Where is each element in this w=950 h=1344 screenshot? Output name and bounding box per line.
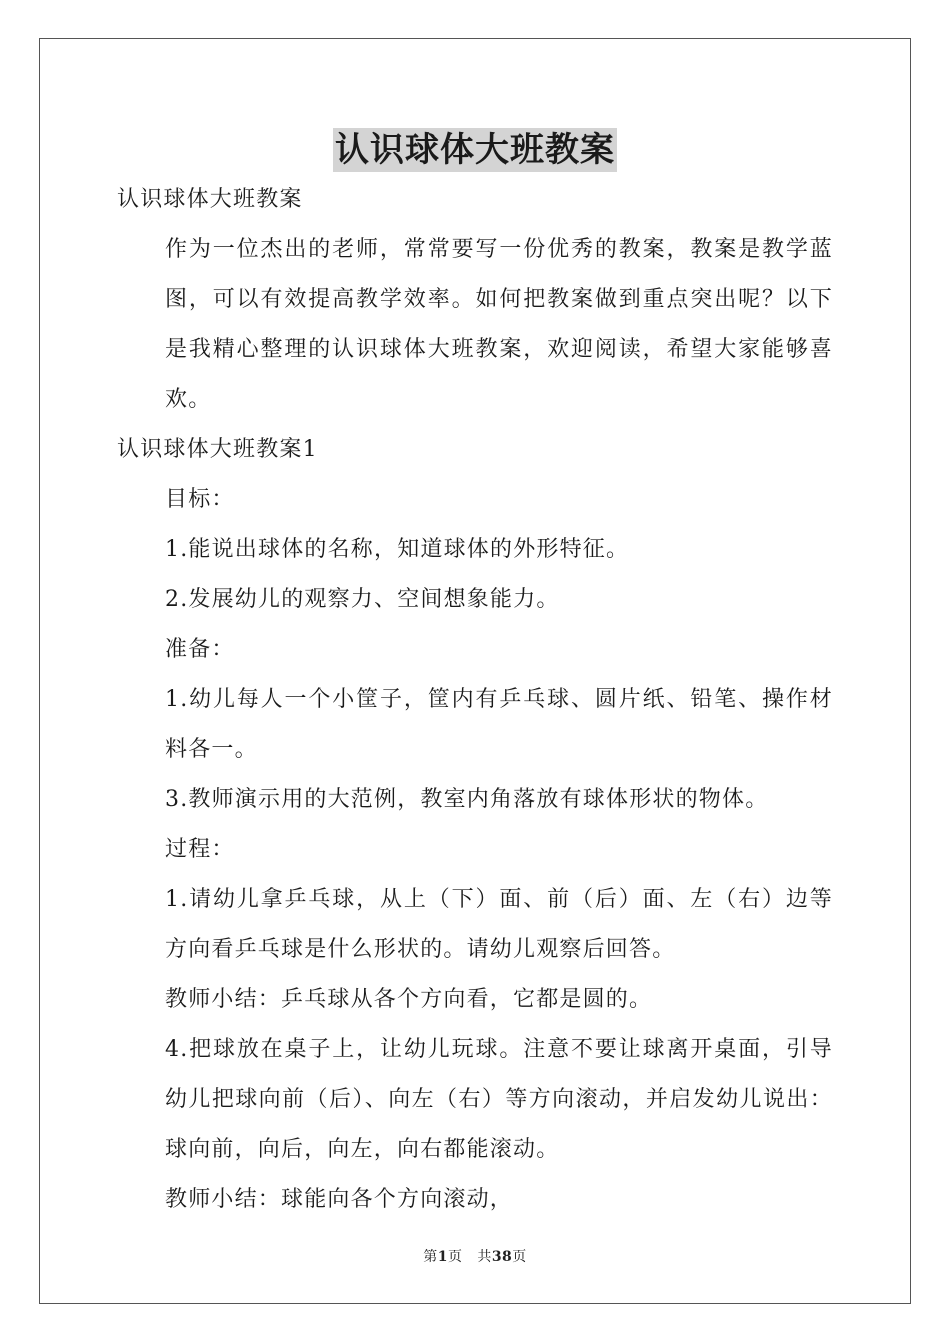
footer-total-pages: 38 — [491, 1249, 513, 1265]
document-title: 认识球体大班教案 — [335, 130, 615, 170]
process-step-1: 1.请幼儿拿乒乓球，从上（下）面、前（后）面、左（右）边等方向看乒乓球是什么形状的。请幼儿观察后回答。 — [165, 887, 833, 962]
teacher-summary-2: 教师小结：球能向各个方向滚动， — [165, 1187, 514, 1212]
goals-heading: 目标： — [165, 487, 235, 512]
section-heading: 认识球体大班教案1 — [117, 437, 318, 462]
footer-total-suffix: 页 — [512, 1249, 527, 1265]
document-body — [117, 175, 833, 1225]
subtitle-paragraph: 认识球体大班教案 — [117, 187, 303, 212]
preparation-item-1: 1.幼儿每人一个小筐子，筐内有乒乓球、圆片纸、铅笔、操作材料各一。 — [165, 687, 833, 762]
teacher-summary-1: 教师小结：乒乓球从各个方向看，它都是圆的。 — [165, 987, 653, 1012]
footer-page-prefix: 第 — [423, 1249, 438, 1265]
goal-item-1: 1.能说出球体的名称，知道球体的外形特征。 — [165, 537, 630, 562]
process-heading: 过程： — [165, 837, 235, 862]
footer-total-prefix: 共 — [477, 1249, 492, 1265]
preparation-heading: 准备： — [165, 637, 235, 662]
page-footer — [0, 1246, 950, 1266]
intro-paragraph: 作为一位杰出的老师，常常要写一份优秀的教案，教案是教学蓝图，可以有效提高教学效率。如何把教案做到重点突出呢？以下是我精心整理的认识球体大班教案，欢迎阅读，希望大家能够喜欢。 — [165, 237, 833, 412]
footer-page-number: 1 — [437, 1249, 448, 1265]
preparation-item-3: 3.教师演示用的大范例，教室内角落放有球体形状的物体。 — [165, 787, 769, 812]
goal-item-2: 2.发展幼儿的观察力、空间想象能力。 — [165, 587, 560, 612]
process-step-4: 4.把球放在桌子上，让幼儿玩球。注意不要让球离开桌面，引导幼儿把球向前（后）、向左（右）等方向滚动，并启发幼儿说出：球向前，向后，向左，向右都能滚动。 — [165, 1037, 833, 1162]
footer-page-suffix: 页 — [447, 1249, 463, 1265]
title-container — [0, 128, 950, 172]
